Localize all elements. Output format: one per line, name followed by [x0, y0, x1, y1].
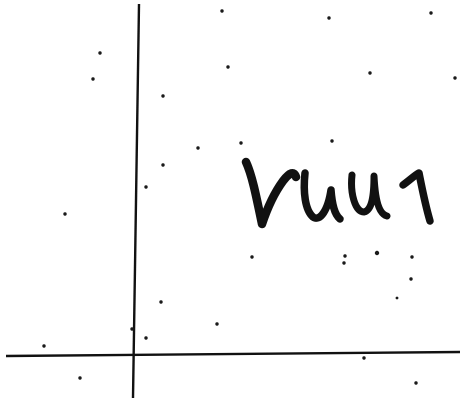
- dot: [159, 300, 162, 303]
- handwriting-stroke-small-u: [352, 175, 387, 216]
- dot: [414, 381, 417, 384]
- dot: [78, 376, 81, 379]
- dot: [196, 146, 199, 149]
- dot: [343, 254, 346, 257]
- dot: [396, 297, 399, 300]
- dot: [130, 327, 133, 330]
- dot: [239, 141, 242, 144]
- handwriting-stroke-one: [403, 173, 430, 221]
- y-axis-line: [133, 4, 139, 398]
- dot: [220, 9, 223, 12]
- dot: [161, 94, 164, 97]
- dot: [330, 139, 333, 142]
- dot: [342, 261, 345, 264]
- scatter-dots: [42, 9, 456, 384]
- handwriting-stroke-v: [246, 162, 296, 224]
- dot: [161, 163, 164, 166]
- dot: [226, 65, 229, 68]
- dot: [144, 336, 147, 339]
- dot: [410, 255, 413, 258]
- dot: [429, 11, 432, 14]
- handwritten-word: [246, 162, 430, 224]
- dot: [362, 356, 365, 359]
- dot: [409, 277, 412, 280]
- dot: [327, 16, 330, 19]
- handwriting-stroke-u: [304, 173, 340, 219]
- dot: [375, 251, 379, 255]
- dot: [215, 322, 218, 325]
- dot: [368, 71, 371, 74]
- x-axis-line: [6, 352, 460, 356]
- dot: [91, 77, 94, 80]
- dot: [250, 255, 253, 258]
- dot: [453, 76, 456, 79]
- dot: [63, 212, 66, 215]
- dot: [98, 51, 101, 54]
- dot: [144, 185, 147, 188]
- dot: [42, 344, 45, 347]
